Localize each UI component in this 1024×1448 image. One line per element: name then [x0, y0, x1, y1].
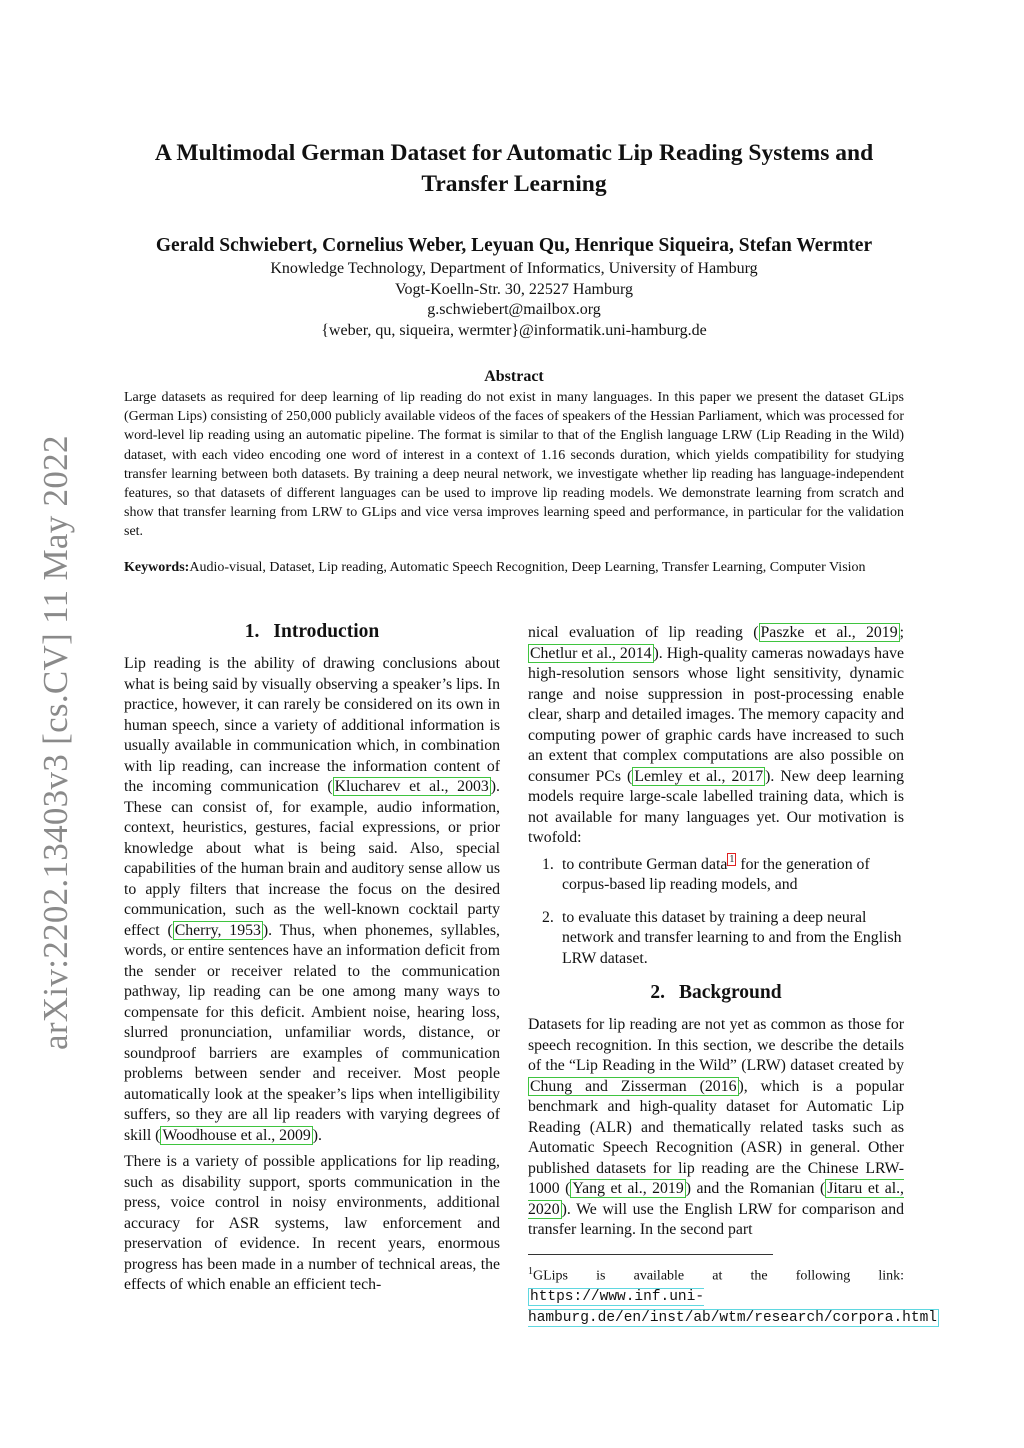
text-run: ). High-quality cameras nowadays have high-resolution sensors whose light sensitivity, dynamic range and noise suppression in post-processing enable clear, sharp and detailed images. The memory capacity and computing power of graphic cards have increased to such an extent that complex computations are also possible on consumer PCs (	[528, 644, 904, 785]
list-number: 2.	[542, 908, 554, 926]
right-column	[528, 623, 904, 1247]
text-run: for the generation of corpus-based lip reading models, and	[562, 855, 870, 893]
intro-paragraph-2: There is a variety of possible applications for lip reading, such as disability support, sports communication in the press, voice control in noisy environments, additional accuracy for ASR systems, law enforcement and preservation of evidence. In recent years, enormous progress has been made in a number of technical areas, the effects of which enable an efficient tech-	[124, 1153, 500, 1293]
text-run: Datasets for lip reading are not yet as common as those for speech recognition. In this section, we describe the details of the “Lip Reading in the Wild” (LRW) dataset created by	[528, 1016, 904, 1074]
keywords-text: Audio-visual, Dataset, Lip reading, Automatic Speech Recognition, Deep Learning, Transfer Learning, Computer Vision	[189, 560, 866, 575]
section-heading-introduction	[124, 620, 500, 644]
citation-link[interactable]: Klucharev et al., 2003	[334, 778, 489, 795]
text-run: to evaluate this dataset by training a deep neural network and transfer learning to and from the English LRW dataset.	[562, 908, 902, 967]
address: Vogt-Koelln-Str. 30, 22527 Hamburg	[394, 280, 634, 298]
section-title: Background	[679, 982, 782, 1003]
text-run: ).	[312, 1126, 322, 1144]
abstract-text: Large datasets as required for deep learning of lip reading do not exist in many languages. In this paper we present the dataset GLips (German Lips) consisting of 250,000 publicly available videos of the faces of speakers of the Hessian Parliament, which was processed for word-level lip reading using an automatic pipeline. The format is similar to that of the English language LRW (Lip Reading in the Wild) dataset, with each video encoding one word of interest in a context of 1.16 seconds duration, which yields compatibility for studying transfer learning between both datasets. By training a deep neural network, we investigate whether lip reading has language-independent features, so that datasets of different languages can be used to improve lip reading models. We demonstrate learning from scratch and show that transfer learning from LRW to GLips and vice versa improves learning speed and performance, in particular for the validation set.	[124, 390, 904, 540]
keywords	[124, 558, 904, 578]
citation-link[interactable]: Yang et al., 2019	[572, 1180, 684, 1197]
text-run: ;	[899, 624, 904, 641]
author-list: Gerald Schwiebert, Cornelius Weber, Leyuan Qu, Henrique Siqueira, Stefan Wermter	[155, 235, 873, 256]
email-primary: g.schwiebert@mailbox.org	[427, 301, 601, 318]
arxiv-identifier: arXiv:2202.13403v3 [cs.CV] 11 May 2022	[36, 435, 75, 1050]
paper-title	[110, 138, 918, 200]
citation-link[interactable]: Woodhouse et al., 2009	[162, 1126, 311, 1144]
text-run: ). Thus, when phonemes, syllables, words, or entire sentences have an information deficit from the sender or receiver related to the communication pathway, lip reading can be one among many ways to compensate for this deficit. Ambient noise, hearing loss, slurred pronunciation, unfamiliar words, distance, or soundproof barriers are examples of communication problems between sender and receiver. Most people automatically look at the speaker’s lips when intelligibility suffers, so they are all lip readers with varying degrees of skill (	[124, 921, 500, 1144]
citation-link[interactable]: Paszke et al., 2019	[760, 624, 898, 641]
citation-link[interactable]: Chetlur et al., 2014	[530, 644, 652, 662]
text-run: ). These can consist of, for example, audio information, context, heuristics, gestures, facial expressions, or prior knowledge about what is being said. Also, special capabilities of the human brain and auditory sense allow us to apply filters that increase the focus on the desired communication, such as the well-known cocktail party effect (	[124, 778, 500, 939]
title-line-2: Transfer Learning	[421, 171, 607, 197]
intro-paragraph-3	[528, 623, 904, 849]
left-column	[124, 620, 500, 1302]
section-number: 1.	[244, 621, 260, 642]
text-run: ). New deep learning models require large-scale labelled training data, which is not available for many languages yet. Our motivation is twofold:	[528, 767, 905, 846]
list-number: 1.	[542, 855, 554, 873]
list-item	[528, 908, 904, 970]
citation-link[interactable]: Chung and Zisserman (2016	[530, 1077, 737, 1095]
footnote-number: 1	[528, 1266, 533, 1277]
footnote-text: GLips is available at the following link:	[533, 1268, 904, 1284]
affiliation: Knowledge Technology, Department of Informatics, University of Hamburg	[270, 260, 758, 277]
footnote-marker-link[interactable]: 1	[729, 854, 735, 866]
text-run: to contribute German data	[562, 855, 728, 873]
citation-link[interactable]: Lemley et al., 2017	[634, 767, 764, 785]
email-group: {weber, qu, siqueira, wermter}@informatik.uni-hamburg.de	[321, 321, 707, 339]
text-run: ), which is a popular benchmark and high-quality dataset for Automatic Lip Reading (ALR) and thematically related tasks such as Automatic Speech Recognition (ASR) in general. Other published datasets for lip reading are the Chinese LRW-1000 (	[528, 1077, 904, 1197]
citation-link[interactable]: Cherry, 1953	[174, 921, 261, 939]
motivation-list	[528, 855, 904, 970]
abstract-heading: Abstract	[484, 368, 544, 385]
list-item	[528, 855, 904, 896]
text-run: Lip reading is the ability of drawing conclusions about what is being said by visually observing a speaker’s lips. In practice, however, it can rarely be considered on its own in human speech, since a variety of additional information is usually available in communication which, in combination with lip reading, can increase the information content of the incoming communication (	[124, 655, 500, 795]
footnote-divider	[528, 1254, 773, 1255]
footnote-url-link[interactable]: https://www.inf.uni-hamburg.de/en/inst/ab/wtm/research/corpora.html	[528, 1289, 937, 1326]
intro-paragraph-1	[124, 654, 500, 1146]
section-title: Introduction	[273, 621, 380, 642]
section-heading-background	[528, 981, 904, 1005]
keywords-label: Keywords:	[124, 560, 190, 575]
background-paragraph-1	[528, 1015, 904, 1241]
text-run: nical evaluation of lip reading (	[528, 624, 759, 641]
title-line-1: A Multimodal German Dataset for Automatic Lip Reading Systems and	[154, 140, 874, 166]
affiliation-block	[110, 259, 918, 341]
citation-link[interactable]: Jitaru et al., 2020	[528, 1180, 904, 1218]
footnote	[528, 1262, 937, 1328]
text-run: ) and the Romanian (	[685, 1180, 826, 1197]
text-run: ). We will use the English LRW for comparison and transfer learning. In the second part	[528, 1200, 904, 1238]
section-number: 2.	[650, 982, 665, 1003]
